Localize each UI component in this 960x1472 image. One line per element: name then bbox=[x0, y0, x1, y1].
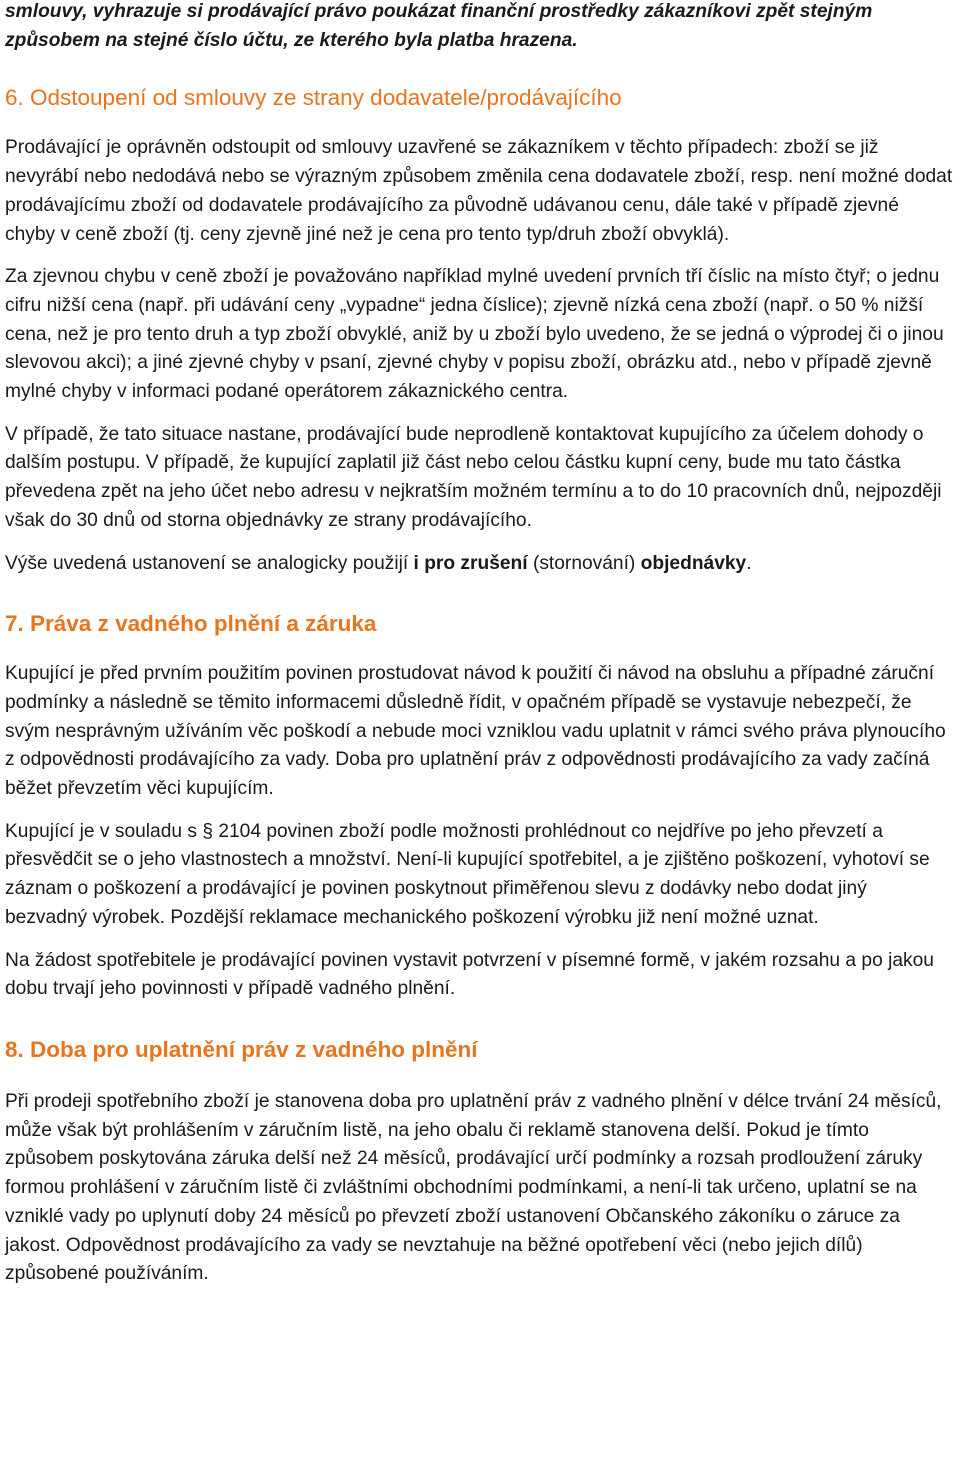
bold-text: objednávky bbox=[640, 552, 747, 574]
section-6-paragraph-4 bbox=[5, 550, 954, 579]
section-6-paragraph-1: Prodávající je oprávněn odstoupit od smlouvy uzavřené se zákazníkem v těchto případech: zboží se již nevyrábí nebo nedodává nebo se výrazným způsobem změnila cena dodavatele zboží, resp. není možné dodat prodávajícímu zboží od dodavatele prodávajícího za původně udávanou cenu, dále také v případě zjevné chyby v ceně zboží (tj. ceny zjevně jiné než je cena pro tento typ/druh zboží obvyklá). bbox=[5, 137, 953, 245]
section-7-paragraph-3: Na žádost spotřebitele je prodávající povinen vystavit potvrzení v písemné formě, v jakém rozsahu a po jakou dobu trvají jeho povinnosti v případě vadného plnění. bbox=[5, 949, 934, 1000]
bold-text: i pro zrušení bbox=[413, 552, 528, 574]
intro-paragraph: smlouvy, vyhrazuje si prodávající právo poukázat finanční prostředky zákazníkovi zpět stejným způsobem na stejné číslo účtu, ze kterého byla platba hrazena. bbox=[5, 1, 873, 51]
section-8-paragraph-1: Při prodeji spotřebního zboží je stanovena doba pro uplatnění práv z vadného plnění v délce trvání 24 měsíců, může však být prohlášením v záručním listě, na jeho obalu či reklamě stanovena delší. Pokud je tímto způsobem poskytována záruka delší než 24 měsíců, prodávající určí podmínky a rozsah prodloužení záruky formou prohlášení v záručním listě či zvláštními obchodními podmínkami, a není-li tak určeno, uplatní se na vzniklé vady po uplynutí doby 24 měsíců po převzetí zboží ustanovení Občanského zákoníku o záruce za jakost. Odpovědnost prodávajícího za vady se nevztahuje na běžné opotřebení věci (nebo jejich dílů) způsobené používáním. bbox=[5, 1090, 942, 1285]
section-7-paragraph-2: Kupující je v souladu s § 2104 povinen zboží podle možnosti prohlédnout co nejdříve po jeho převzetí a přesvědčit se o jeho vlastnostech a množství. Není-li kupující spotřebitel, a je zjištěno poškození, vyhotoví se záznam o poškození a prodávající je povinen poskytnout přiměřenou slevu z dodávky nebo dodat jiný bezvadný výrobek. Pozdější reklamace mechanického poškození výrobku již není možné uznat. bbox=[5, 820, 930, 928]
section-7-heading: 7. Práva z vadného plnění a záruka bbox=[5, 611, 377, 637]
section-6-paragraph-3: V případě, že tato situace nastane, prodávající bude neprodleně kontaktovat kupujícího za účelem dohody o dalším postupu. V případě, že kupující zaplatil již část nebo celou částku kupní ceny, bude mu tato částka převedena zpět na jeho účet nebo adresu v nejkratším možném termínu a to do 10 pracovních dnů, nejpozději však do 30 dnů od storna objednávky ze strany prodávajícího. bbox=[5, 423, 942, 531]
text-span: . bbox=[746, 552, 752, 574]
section-6-heading: 6. Odstoupení od smlouvy ze strany dodavatele/prodávajícího bbox=[5, 85, 622, 111]
text-span: (stornování) bbox=[527, 552, 641, 574]
section-8-heading: 8. Doba pro uplatnění práv z vadného plnění bbox=[5, 1036, 478, 1062]
section-7-paragraph-1: Kupující je před prvním použitím povinen prostudovat návod k použití či návod na obsluhu a případné záruční podmínky a následně se těmito informacemi důsledně řídit, v opačném případě se vystavuje nebezpečí, že svým nesprávným užíváním věc poškodí a nebude moci vzniklou vadu uplatnit v rámci svého práva plynoucího z odpovědnosti prodávajícího za vady. Doba pro uplatnění práv z odpovědnosti prodávajícího za vady začíná běžet převzetím věci kupujícím. bbox=[5, 663, 946, 800]
text-span: Výše uvedená ustanovení se analogicky použijí bbox=[5, 552, 414, 574]
section-6-paragraph-2: Za zjevnou chybu v ceně zboží je považováno například mylné uvedení prvních tří číslic na místo čtyř; o jednu cifru nižší cena (např. při udávání ceny „vypadne“ jedna číslice); zjevně nízká cena zboží (např. o 50 % nižší cena, než je pro tento druh a typ zboží obvyklé, aniž by u zboží bylo uvedeno, že se jedná o výprodej či o jinou slevovou akci); a jiné zjevné chyby v psaní, zjevné chyby v popisu zboží, obrázku atd., nebo v případě zjevně mylné chyby v informaci podané operátorem zákaznického centra. bbox=[5, 266, 944, 403]
